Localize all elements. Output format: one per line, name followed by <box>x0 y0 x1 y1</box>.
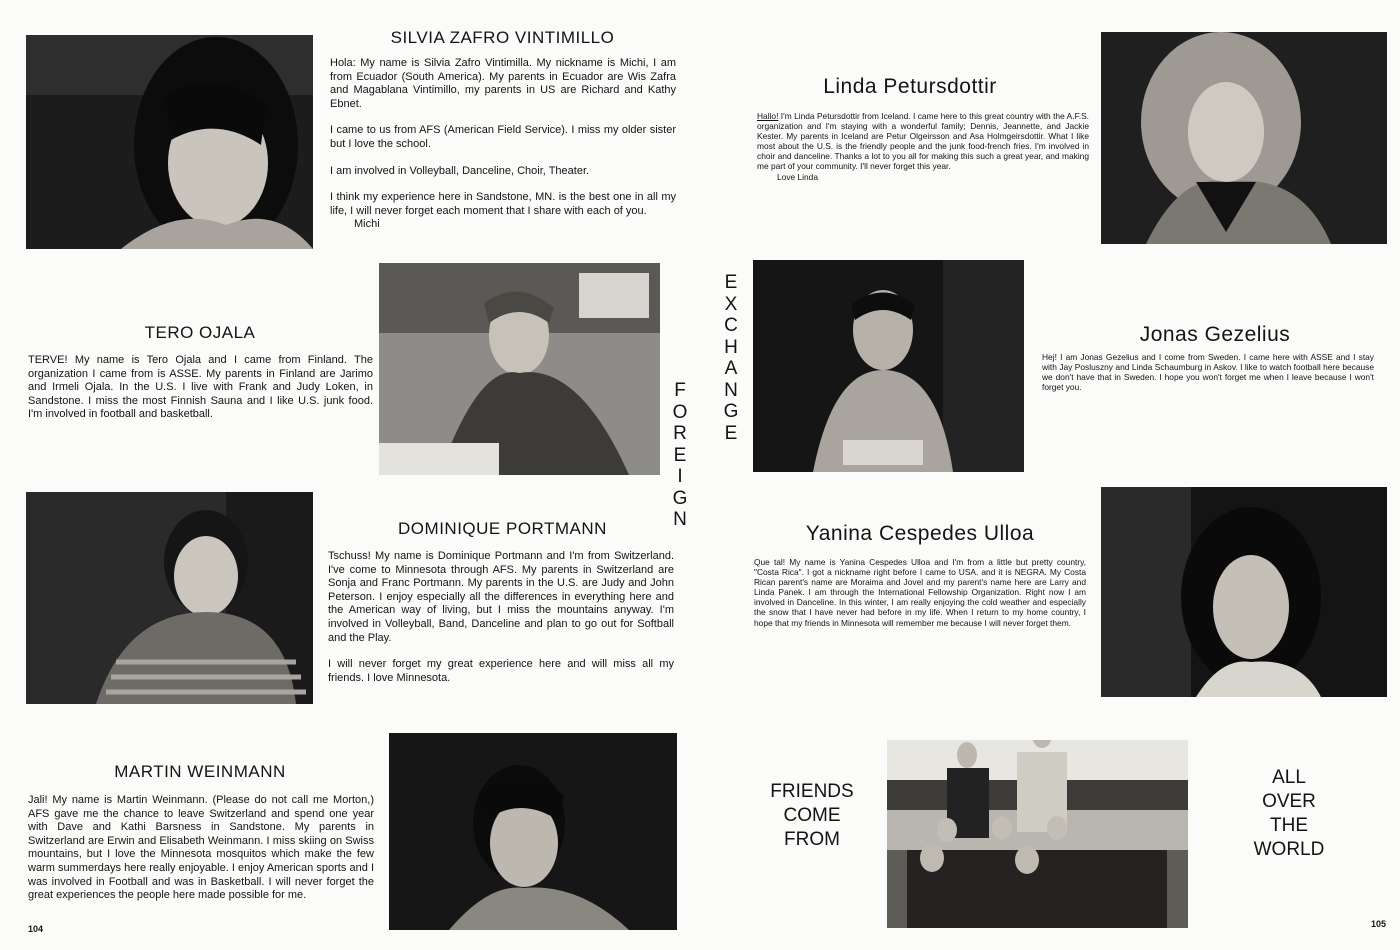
banner-all-over-the-world <box>1239 766 1339 862</box>
bio-signature: Michi <box>354 218 380 231</box>
bio-signature: Love Linda <box>777 171 818 182</box>
letter: G <box>672 487 688 509</box>
letter: F <box>674 380 686 401</box>
bio-paragraph <box>757 111 1089 172</box>
tero-name: TERO OJALA <box>144 323 256 342</box>
yanina-bio <box>754 557 1086 628</box>
jonas-bio <box>1042 352 1374 392</box>
letter: N <box>724 379 738 401</box>
martin-name: MARTIN WEINMANN <box>114 762 286 781</box>
letter: A <box>724 358 738 379</box>
foreign-vertical-title <box>670 380 690 531</box>
banner-line: COME <box>783 805 841 826</box>
linda-bio <box>757 111 1089 182</box>
silvia-bio <box>330 57 676 232</box>
letter: E <box>724 422 738 444</box>
letter: O <box>672 401 688 423</box>
bio-paragraph: Que tal! My name is Yanina Cespedes Ulloa and I'm from a little but pretty country, "Costa Rica". I got a nickname right before I came to USA. and it is NEGRA. My Costa Rican parent's name are Moraima and Jovel and my parent's name here are Larry and Linda Panek. I am through the International Fellowship Organization. Right now I am involved in Danceline. In this winter, I am really enjoying the cold weather and especially the snow that I have never had before in my life. When I return to my home country, I hope that my friends in Minnesota will remember me because I will never forget them. <box>754 557 1086 628</box>
banner-line: FRIENDS <box>770 781 854 802</box>
bio-paragraph: I think my experience here in Sandstone, MN. is the best one in all my life, I will never forget each moment that I share with each of you. <box>330 191 676 217</box>
yanina-name: Yanina Cespedes Ulloa <box>805 522 1035 545</box>
letter: R <box>673 423 687 444</box>
exchange-vertical-title <box>721 272 741 444</box>
bio-paragraph: TERVE! My name is Tero Ojala and I came from Finland. The organization I came from is ASSE. My parents in Finland are Jarimo and Irmeli Ojala. In the U.S. I live with Frank and Judy Loken, in Sandstone. I miss the most Finnish Sauna and I like U.S. junk food. I'm involved in football and basketball. <box>28 354 373 421</box>
letter: E <box>724 272 738 293</box>
bio-paragraph: Hola: My name is Silvia Zafro Vintimilla. My nickname is Michi, I am from Ecuador (South America). My parents in Ecuador are Wis Zafra and Magablana Vintimillo, my parents in US are Richard and Kathy Ebnet. <box>330 57 676 110</box>
linda-greeting: Hallo! <box>757 111 779 121</box>
bio-paragraph: Tschuss! My name is Dominique Portmann and I'm from Switzerland. I've come to Minnesota through AFS. My parents in Switzerland are Sonja and Franc Portmann. My parents in the U.S. are Judy and John Peterson. I enjoy especially all the differences in everything here and the American way of living, but I miss the mountains anyway. I'm involved in Volleyball, Band, Danceline and plan to go out for Softball and the Play. <box>328 550 674 644</box>
silvia-photo <box>26 35 313 249</box>
bio-paragraph: Jali! My name is Martin Weinmann. (Please do not call me Morton,) AFS gave me the chance to leave Switzerland and spend one year with Dave and Kathi Barsness in Sandstone. My parents in Switzerland are Erwin and Elisabeth Weinmann. I miss skiing on Swiss mountains, but I love the Minnesota mosquitos which make the few warm summerdays here really enjoyable. I enjoy American sports and I was involved in Football and was in Basketball. I will never forget the great experiences the people here made possible for me. <box>28 794 374 902</box>
bio-paragraph: I came to us from AFS (American Field Service). I miss my older sister but I love the school. <box>330 124 676 150</box>
page-number-left: 104 <box>28 924 44 934</box>
right-page <box>700 0 1400 950</box>
group-photo <box>887 740 1188 928</box>
letter: I <box>677 466 683 487</box>
bio-paragraph: Hej! I am Jonas Gezelius and I come from Sweden. I came here with ASSE and I stay with Jay Posluszny and Linda Schaumburg in Askov. I like to watch football here because we don't have that in Sweden. I hope you won't forget me when I leave because I won't forget you. <box>1042 352 1374 393</box>
dominique-bio <box>328 550 674 685</box>
letter: H <box>724 336 738 358</box>
bio-paragraph: I am involved in Volleyball, Danceline, Choir, Theater. <box>330 164 590 177</box>
letter: N <box>673 509 687 530</box>
silvia-name: SILVIA ZAFRO VINTIMILLO <box>390 28 615 47</box>
dominique-photo <box>26 492 313 704</box>
letter: G <box>723 401 739 422</box>
linda-name: Linda Petursdottir <box>823 75 997 98</box>
martin-photo <box>389 733 677 930</box>
banner-line: OVER <box>1262 791 1316 812</box>
page-number-right: 105 <box>1371 919 1387 929</box>
letter: C <box>724 315 738 336</box>
martin-bio <box>28 794 374 903</box>
letter: E <box>673 444 687 466</box>
banner-friends-come-from <box>752 780 872 852</box>
bio-paragraph: I will never forget my great experience here and will miss all my friends. I love Minnesota. <box>328 658 674 684</box>
banner-line: WORLD <box>1253 839 1325 860</box>
banner-line: ALL <box>1272 767 1306 788</box>
linda-text: I'm Linda Petursdottir from Iceland. I came here to this great country with the A.F.S. organization and I'm staying with a wonderful family; Dennis, Jeannette, and Jackie Kester. My parents in Iceland are Petur Olgeirsson and Asa Holmgeirsdottir. What I like most about the U.S. is the friendly people and the junk food-french fries. I'm involved in choir and danceline. Thanks a lot to you all for making this such a great year, and making me part of your community. I'll never forget this year. <box>757 111 1089 172</box>
banner-line: THE <box>1270 815 1308 836</box>
linda-photo <box>1101 32 1387 244</box>
banner-line: FROM <box>784 829 840 850</box>
yanina-photo <box>1101 487 1387 697</box>
dominique-name: DOMINIQUE PORTMANN <box>398 519 607 538</box>
jonas-photo <box>753 260 1024 472</box>
tero-bio <box>28 354 373 435</box>
tero-photo <box>379 263 660 475</box>
jonas-name: Jonas Gezelius <box>1139 323 1291 346</box>
letter: X <box>724 293 738 315</box>
